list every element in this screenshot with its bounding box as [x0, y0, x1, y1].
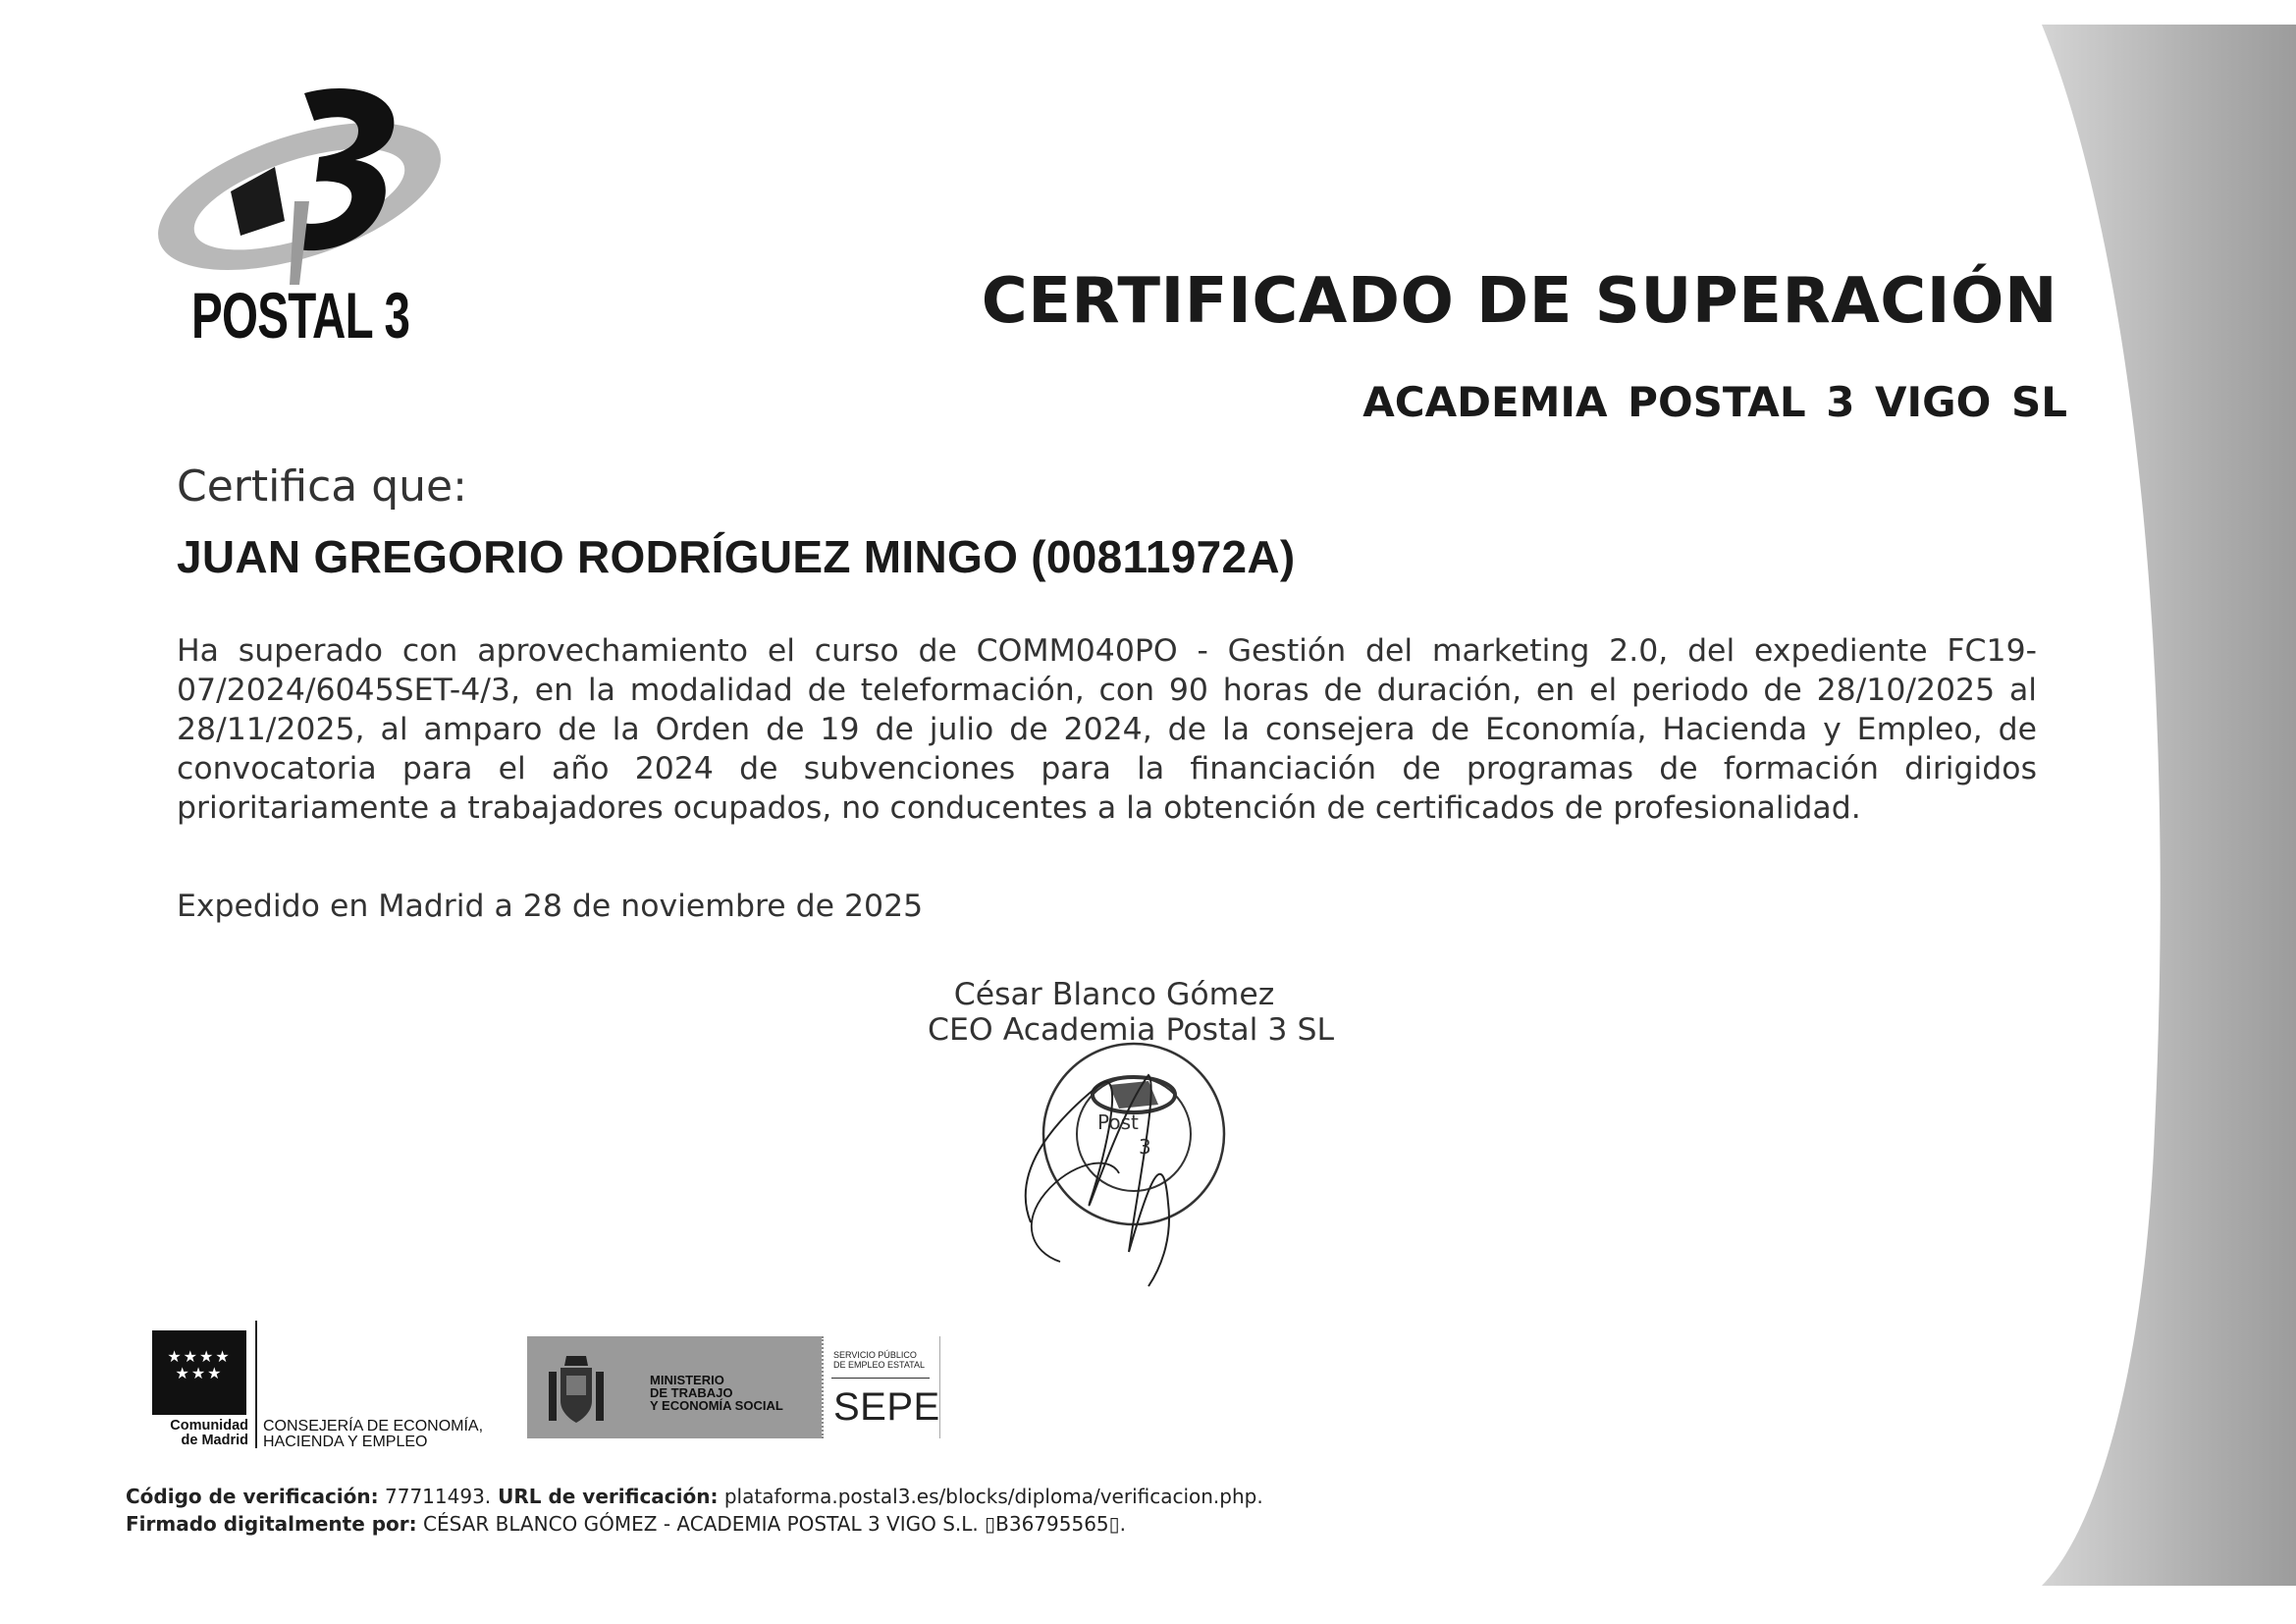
ministerio-name	[650, 1374, 783, 1412]
verification-code-label: Código de verificación:	[126, 1485, 379, 1508]
stars-icon: ★★★★ ★★★	[167, 1347, 232, 1382]
coat-of-arms-icon	[545, 1350, 608, 1429]
ministerio-trabajo-block	[527, 1336, 822, 1438]
svg-text:3: 3	[1139, 1135, 1151, 1159]
servicio-line1: SERVICIO PÚBLICO	[833, 1350, 917, 1360]
consejeria-line1: CONSEJERÍA DE ECONOMÍA,	[263, 1418, 484, 1435]
ministerio-line2: DE TRABAJO	[650, 1385, 733, 1400]
sepe-divider	[831, 1378, 930, 1379]
comunidad-madrid-name	[150, 1419, 248, 1448]
certifies-intro: Certifica que:	[177, 461, 467, 512]
company-stamp-and-signature	[991, 1026, 1276, 1291]
digital-signature-line	[126, 1510, 1263, 1538]
verification-code: 77711493.	[378, 1485, 492, 1508]
certificate-title: CERTIFICADO DE SUPERACIÓN	[981, 265, 2057, 338]
sepe-block	[822, 1336, 940, 1438]
verification-line	[126, 1483, 1263, 1510]
postal3-logo	[137, 54, 461, 358]
servicio-line2: DE EMPLEO ESTATAL	[833, 1360, 926, 1370]
recipient-name: JUAN GREGORIO RODRÍGUEZ MINGO (00811972A)	[177, 531, 1296, 582]
academy-name: ACADEMIA POSTAL 3 VIGO SL	[1362, 378, 2067, 426]
logo-divider	[255, 1321, 257, 1448]
signer-name: César Blanco Gómez	[953, 977, 1275, 1012]
issue-place-date: Expedido en Madrid a 28 de noviembre de 2025	[177, 889, 924, 924]
consejeria-line2: HACIENDA Y EMPLEO	[263, 1434, 428, 1450]
cm-name-line1: Comunidad	[170, 1418, 248, 1434]
verification-url: plataforma.postal3.es/blocks/diploma/verificacion.php.	[718, 1485, 1263, 1508]
certificate-body: Ha superado con aprovechamiento el curso de COMM040PO - Gestión del marketing 2.0, del expediente FC19-07/2024/6045SET-4/3, en la modalidad de teleformación, con 90 horas de duración, en el periodo de 28/10/2025 al 28/11/2025, al amparo de la Orden de 19 de julio de 2024, de la consejera de Economía, Hacienda y Empleo, de convocatoria para el año 2024 de subvenciones para la financiación de programas de formación dirigidos prioritariamente a trabajadores ocupados, no conducentes a la obtención de certificados de profesionalidad.	[177, 633, 2037, 826]
consejeria-name	[263, 1419, 483, 1450]
sepe-acronym: SEPE	[833, 1385, 940, 1429]
ministerio-sepe-logo	[527, 1330, 939, 1444]
signer-role: CEO Academia Postal 3 SL	[928, 1012, 1335, 1048]
comunidad-madrid-logo	[152, 1321, 506, 1453]
postal3-logo-text: POSTAL 3	[191, 279, 410, 352]
svg-text:Post: Post	[1097, 1110, 1139, 1134]
signer-block	[928, 977, 1335, 1048]
servicio-empleo-name	[833, 1350, 925, 1370]
verification-block	[126, 1483, 1263, 1538]
ministerio-line1: MINISTERIO	[650, 1373, 724, 1387]
signed-by-label: Firmado digitalmente por:	[126, 1512, 417, 1536]
postal3-emblem	[137, 54, 461, 299]
cm-name-line2: de Madrid	[181, 1433, 248, 1448]
signed-by-value: CÉSAR BLANCO GÓMEZ - ACADEMIA POSTAL 3 VIGO S.L. ▯B36795565▯.	[416, 1512, 1127, 1536]
verification-url-label: URL de verificación:	[491, 1485, 719, 1508]
ministerio-line3: Y ECONOMÍA SOCIAL	[650, 1398, 783, 1413]
